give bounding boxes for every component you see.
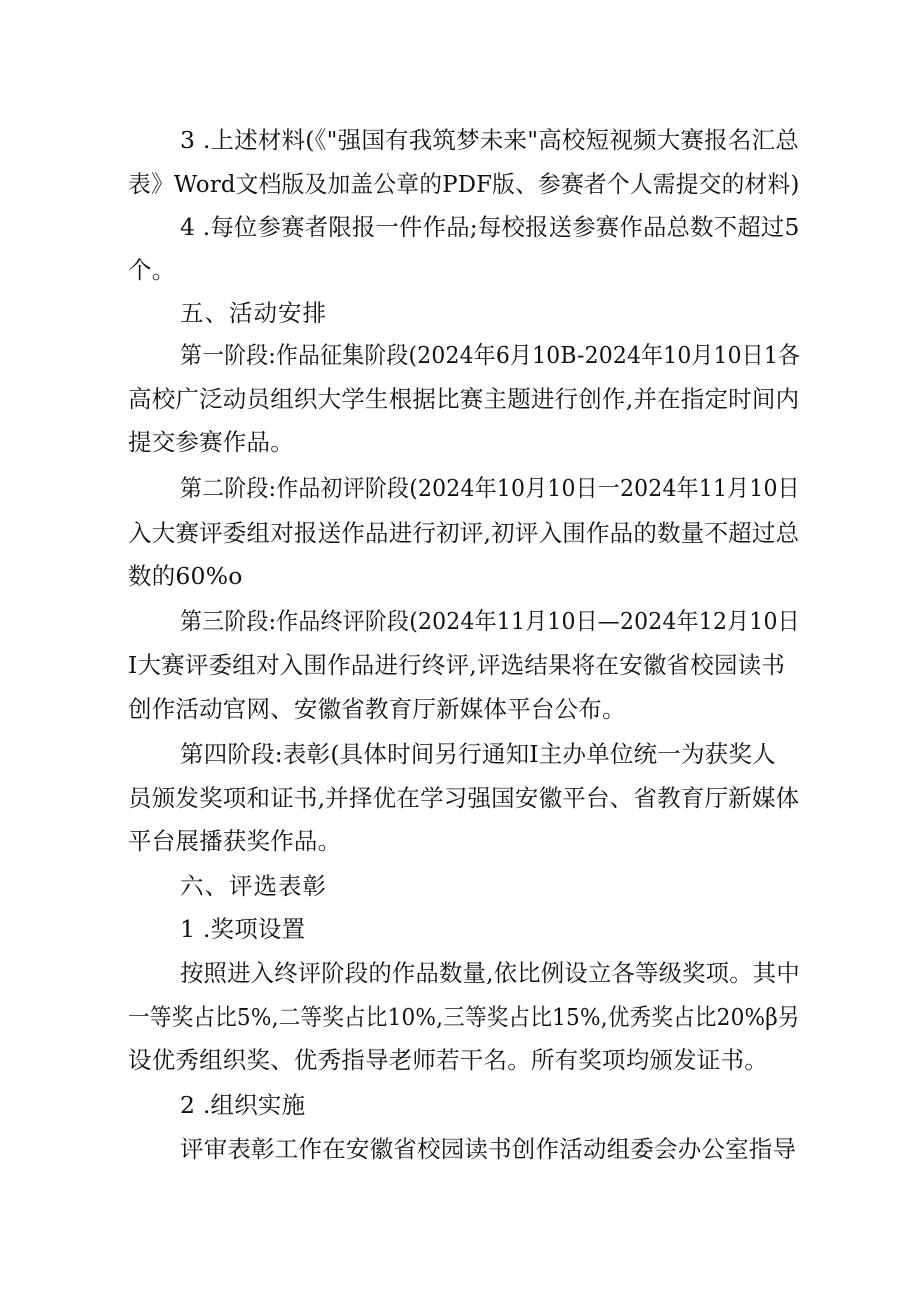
stage-3-line-3: 创作活动官网、安徽省教育厅新媒体平台公布。 [128, 695, 626, 723]
stage-4-line-1: 第四阶段:表彰(具体时间另行通知I主办单位统一为获奖人 [180, 740, 776, 768]
awards-line-3: 设优秀组织奖、优秀指导老师若干名。所有奖项均颁发证书。 [128, 1046, 768, 1074]
stage-3-line-2: I大赛评委组对入围作品进行终评,评选结果将在安徽省校园读书 [128, 651, 786, 679]
stage-4-line-2: 员颁发奖项和证书,并择优在学习强国安徽平台、省教育厅新媒体 [128, 784, 800, 812]
awards-line-2: 一等奖占比5%,二等奖占比10%,三等奖占比15%,优秀奖占比20%β另 [128, 1003, 800, 1031]
stage-1-line-2: 高校广泛动员组织大学生根据比赛主题进行创作,并在指定时间内 [128, 385, 800, 413]
subsection-2-heading: 2 .组织实施 [180, 1091, 306, 1119]
subsection-1-heading: 1 .奖项设置 [180, 915, 306, 943]
stage-2-line-2: 入大赛评委组对报送作品进行初评,初评入围作品的数量不超过总 [128, 519, 800, 547]
awards-line-1: 按照进入终评阶段的作品数量,依比例设立各等级奖项。其中 [180, 959, 800, 987]
stage-1-line-3: 提交参赛作品。 [128, 428, 294, 456]
stage-1-line-1: 第一阶段:作品征集阶段(2024年6月10B-2024年10月10日1各 [180, 341, 801, 369]
stage-4-line-3: 平台展播获奖作品。 [128, 827, 342, 855]
implementation-line-1: 评审表彰工作在安徽省校园读书创作活动组委会办公室指导 [180, 1135, 797, 1163]
item-3-line-2: 表》Word文档版及加盖公章的PDF版、参赛者个人需提交的材料) [128, 170, 800, 198]
stage-2-line-1: 第二阶段:作品初评阶段(2024年10月10日一2024年11月10日 [180, 474, 800, 502]
item-4-line-2: 个。 [128, 256, 176, 284]
item-3-line-1: 3 .上述材料(《"强国有我筑梦未来"高校短视频大赛报名汇总 [180, 126, 799, 154]
section-5-heading: 五、活动安排 [180, 299, 327, 327]
stage-3-line-1: 第三阶段:作品终评阶段(2024年11月10日—2024年12月10日 [180, 607, 800, 635]
item-4-line-1: 4 .每位参赛者限报一件作品;每校报送参赛作品总数不超过5 [180, 213, 800, 241]
stage-2-line-3: 数的60%o [128, 562, 243, 590]
section-6-heading: 六、评选表彰 [180, 872, 327, 900]
